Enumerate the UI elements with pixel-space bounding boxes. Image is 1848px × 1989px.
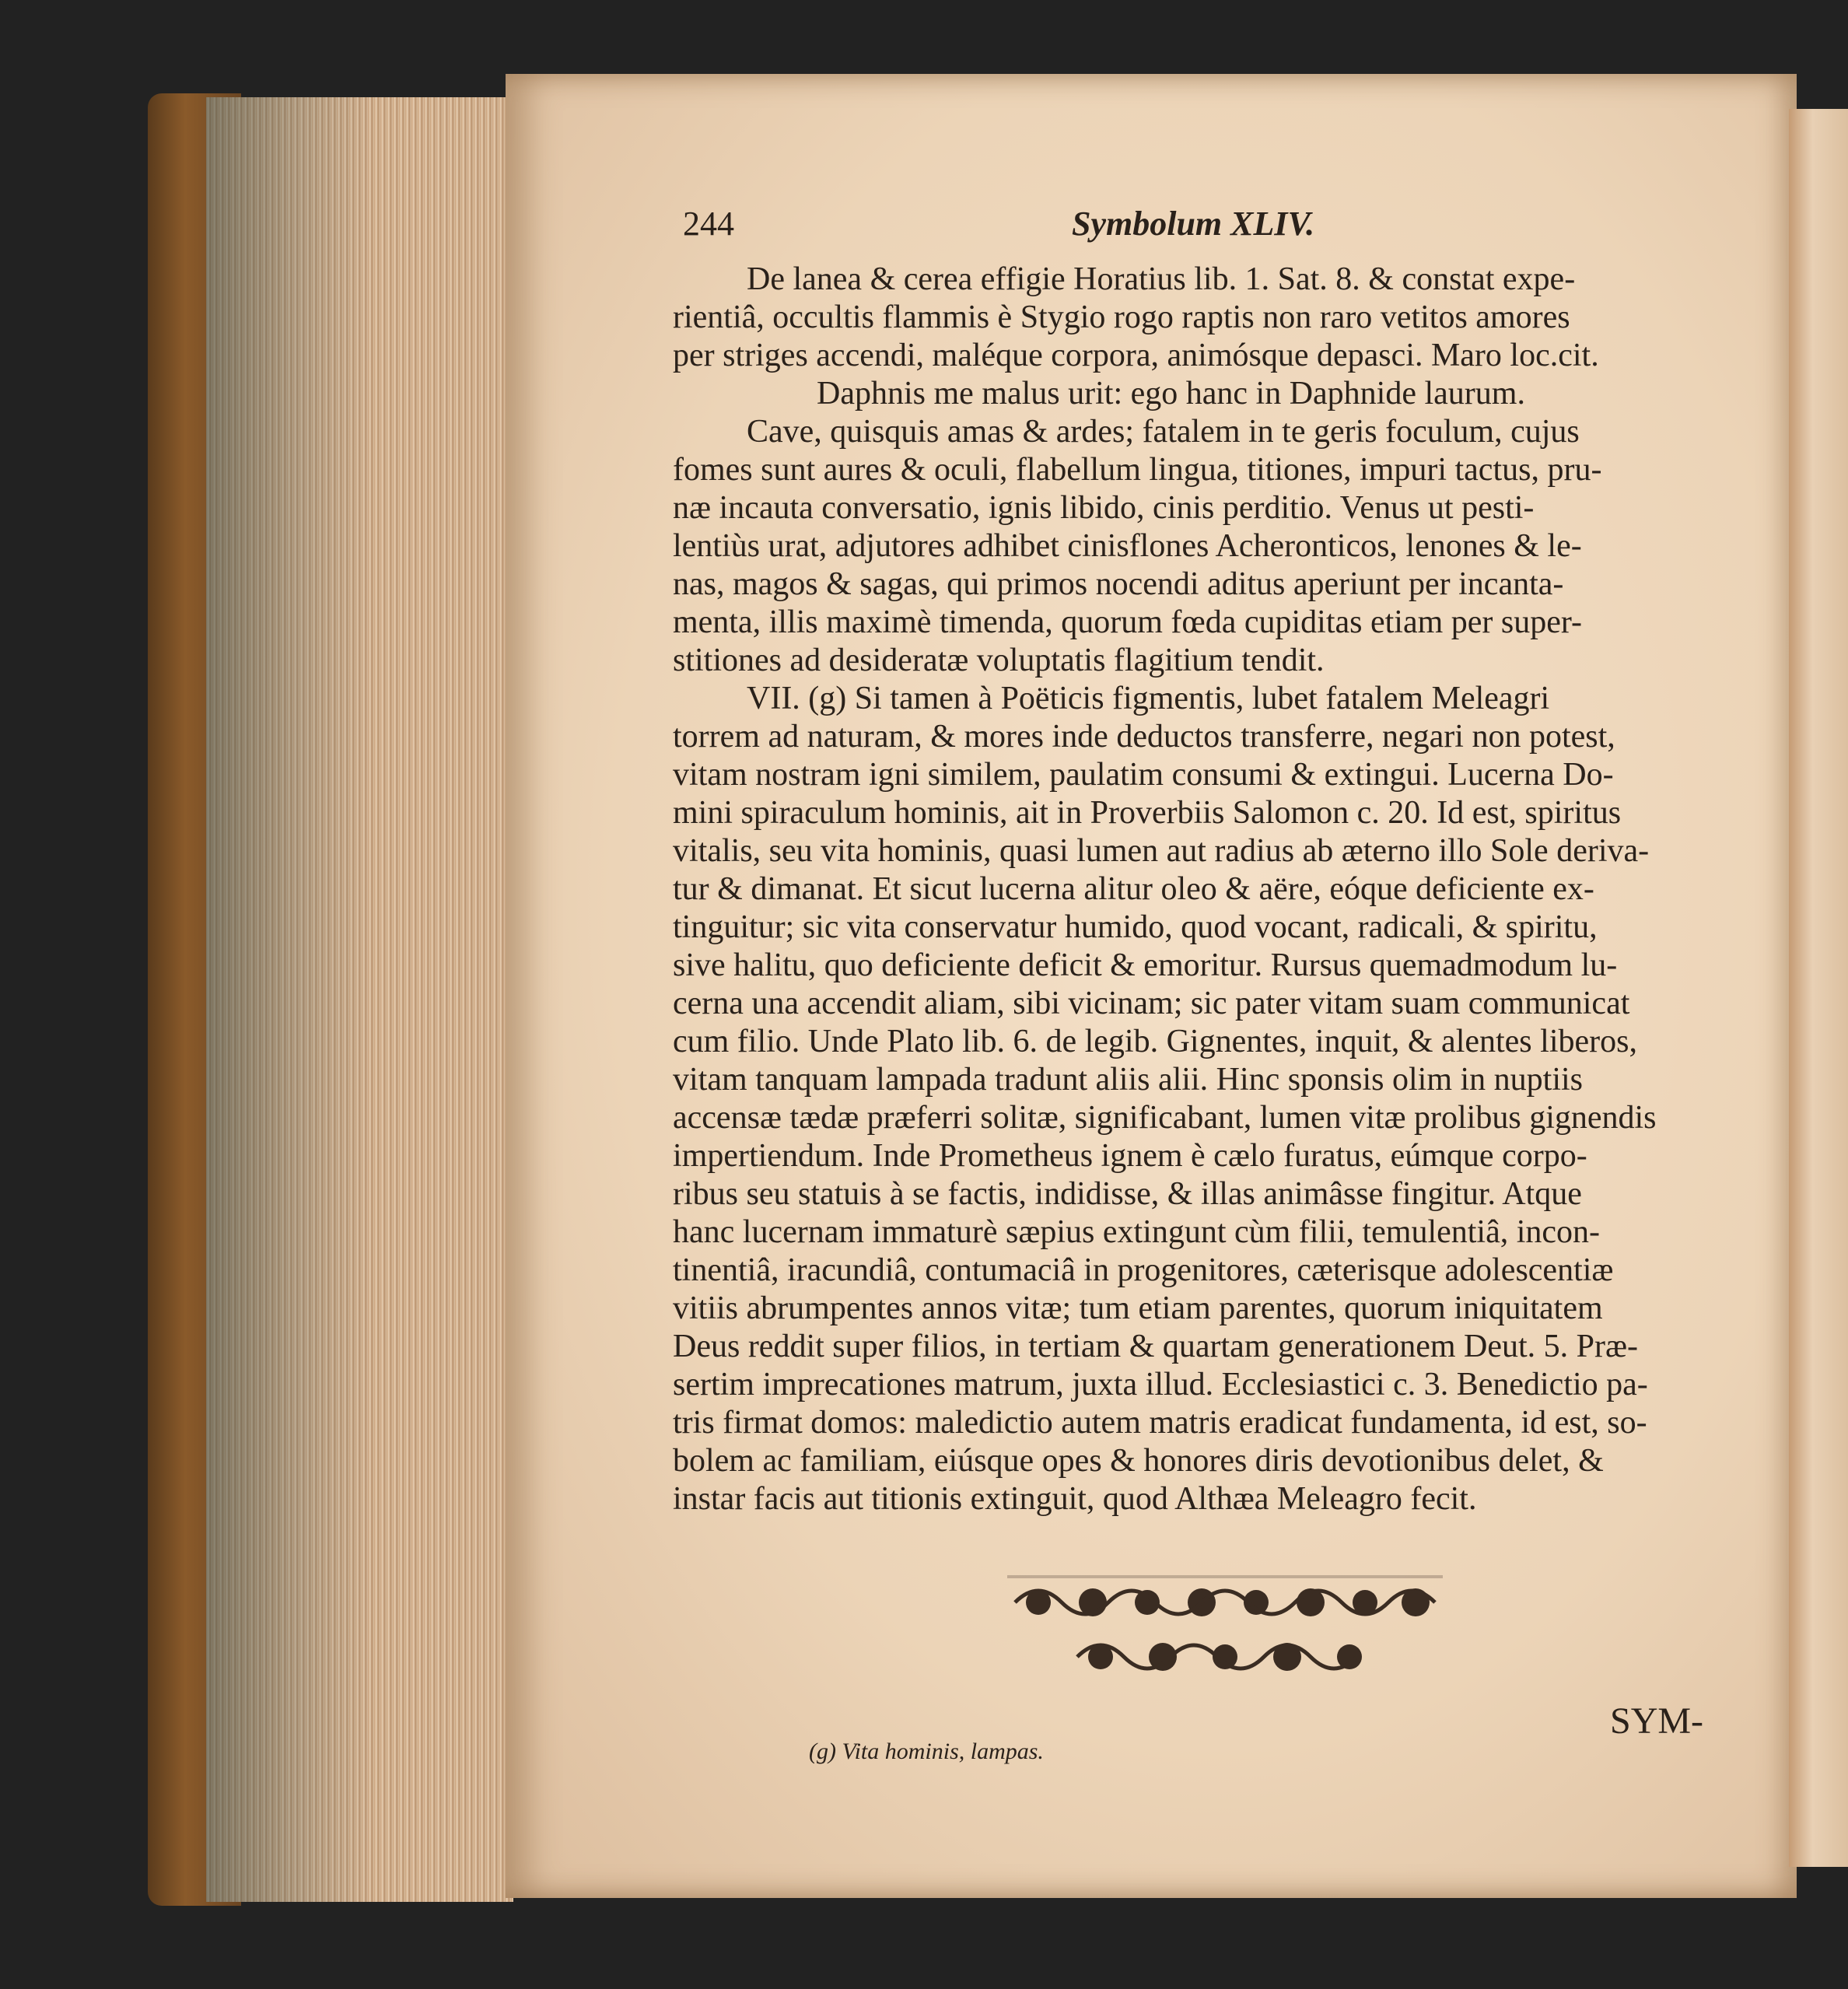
printers-ornament — [1007, 1564, 1443, 1688]
text-line: vitam tanquam lampada tradunt aliis alii. Hinc sponsis olim in nuptiis — [673, 1062, 1584, 1098]
text-line: rientiâ, occultis flammis è Stygio rogo raptis non raro vetitos amores — [673, 299, 1570, 335]
facing-page-edge — [1789, 109, 1848, 1867]
text-line: accensæ tædæ præferri solitæ, significabant, lumen vitæ prolibus gignendis — [673, 1100, 1657, 1136]
page-edge — [206, 97, 513, 1902]
text-line: torrem ad naturam, & mores inde deductos transferre, negari non potest, — [673, 719, 1615, 755]
text-line: stitiones ad desideratæ voluptatis flagitium tendit. — [673, 643, 1325, 678]
text-line: vitiis abrumpentes annos vitæ; tum etiam parentes, quorum iniquitatem — [673, 1290, 1603, 1326]
text-line: mini spiraculum hominis, ait in Proverbiis Salomon c. 20. Id est, spiritus — [673, 795, 1622, 831]
text-line: Deus reddit super filios, in tertiam & quartam generationem Deut. 5. Præ- — [673, 1329, 1639, 1364]
catchword: SYM- — [1610, 1700, 1704, 1742]
text-line: hanc lucernam immaturè sæpius extingunt cùm filii, temulentiâ, incon- — [673, 1214, 1601, 1250]
verse-line: Daphnis me malus urit: ego hanc in Daphnide laurum. — [817, 376, 1525, 411]
text-line: tur & dimanat. Et sicut lucerna alitur oleo & aëre, eóque deficiente ex- — [673, 871, 1594, 907]
text-line: De lanea & cerea effigie Horatius lib. 1. Sat. 8. & constat expe- — [747, 261, 1576, 297]
text-line: impertiendum. Inde Prometheus ignem è cælo furatus, eúmque corpo- — [673, 1138, 1587, 1174]
text-line: ribus seu statuis à se factis, indidisse, & illas animâsse fingitur. Atque — [673, 1176, 1582, 1212]
text-line: tinguitur; sic vita conservatur humido, quod vocant, radicali, & spiritu, — [673, 909, 1598, 945]
text-line: bolem ac familiam, eiúsque opes & honores diris devotionibus delet, & — [673, 1443, 1604, 1479]
text-line: cerna una accendit aliam, sibi vicinam; sic pater vitam suam communicat — [673, 986, 1630, 1021]
text-line: tinentiâ, iracundiâ, contumaciâ in progenitores, cæterisque adolescentiæ — [673, 1252, 1614, 1288]
footnote: (g) Vita hominis, lampas. — [809, 1739, 1044, 1764]
text-line: per striges accendi, maléque corpora, animósque depasci. Maro loc.cit. — [673, 338, 1599, 373]
text-line: VII. (g) Si tamen à Poëticis figmentis, lubet fatalem Meleagri — [747, 681, 1550, 716]
text-line: cum filio. Unde Plato lib. 6. de legib. Gignentes, inquit, & alentes liberos, — [673, 1024, 1637, 1059]
text-line: menta, illis maximè timenda, quorum fœda cupiditas etiam per super- — [673, 604, 1583, 640]
text-line: fomes sunt aures & oculi, flabellum lingua, titiones, impuri tactus, pru- — [673, 452, 1602, 488]
text-line: sertim imprecationes matrum, juxta illud. Ecclesiastici c. 3. Benedictio pa- — [673, 1367, 1648, 1402]
page-number: 244 — [683, 205, 734, 243]
text-line: Cave, quisquis amas & ardes; fatalem in te geris foculum, cujus — [747, 414, 1580, 450]
text-line: tris firmat domos: maledictio autem matris eradicat fundamenta, id est, so- — [673, 1405, 1647, 1441]
text-line: instar facis aut titionis extinguit, quod Althæa Meleagro fecit. — [673, 1481, 1477, 1517]
text-line: nas, magos & sagas, qui primos nocendi aditus aperiunt per incanta- — [673, 566, 1564, 602]
text-line: lentiùs urat, adjutores adhibet cinisflones Acheronticos, lenones & le- — [673, 528, 1582, 564]
text-line: næ incauta conversatio, ignis libido, cinis perditio. Venus ut pesti- — [673, 490, 1535, 526]
text-line: sive halitu, quo deficiente deficit & emoritur. Rursus quemadmodum lu- — [673, 947, 1618, 983]
body-text — [673, 261, 1754, 1518]
running-title: Symbolum XLIV. — [1072, 205, 1315, 243]
text-line: vitalis, seu vita hominis, quasi lumen aut radius ab æterno illo Sole deriva- — [673, 833, 1650, 869]
text-line: vitam nostram igni similem, paulatim consumi & extingui. Lucerna Do- — [673, 757, 1614, 793]
